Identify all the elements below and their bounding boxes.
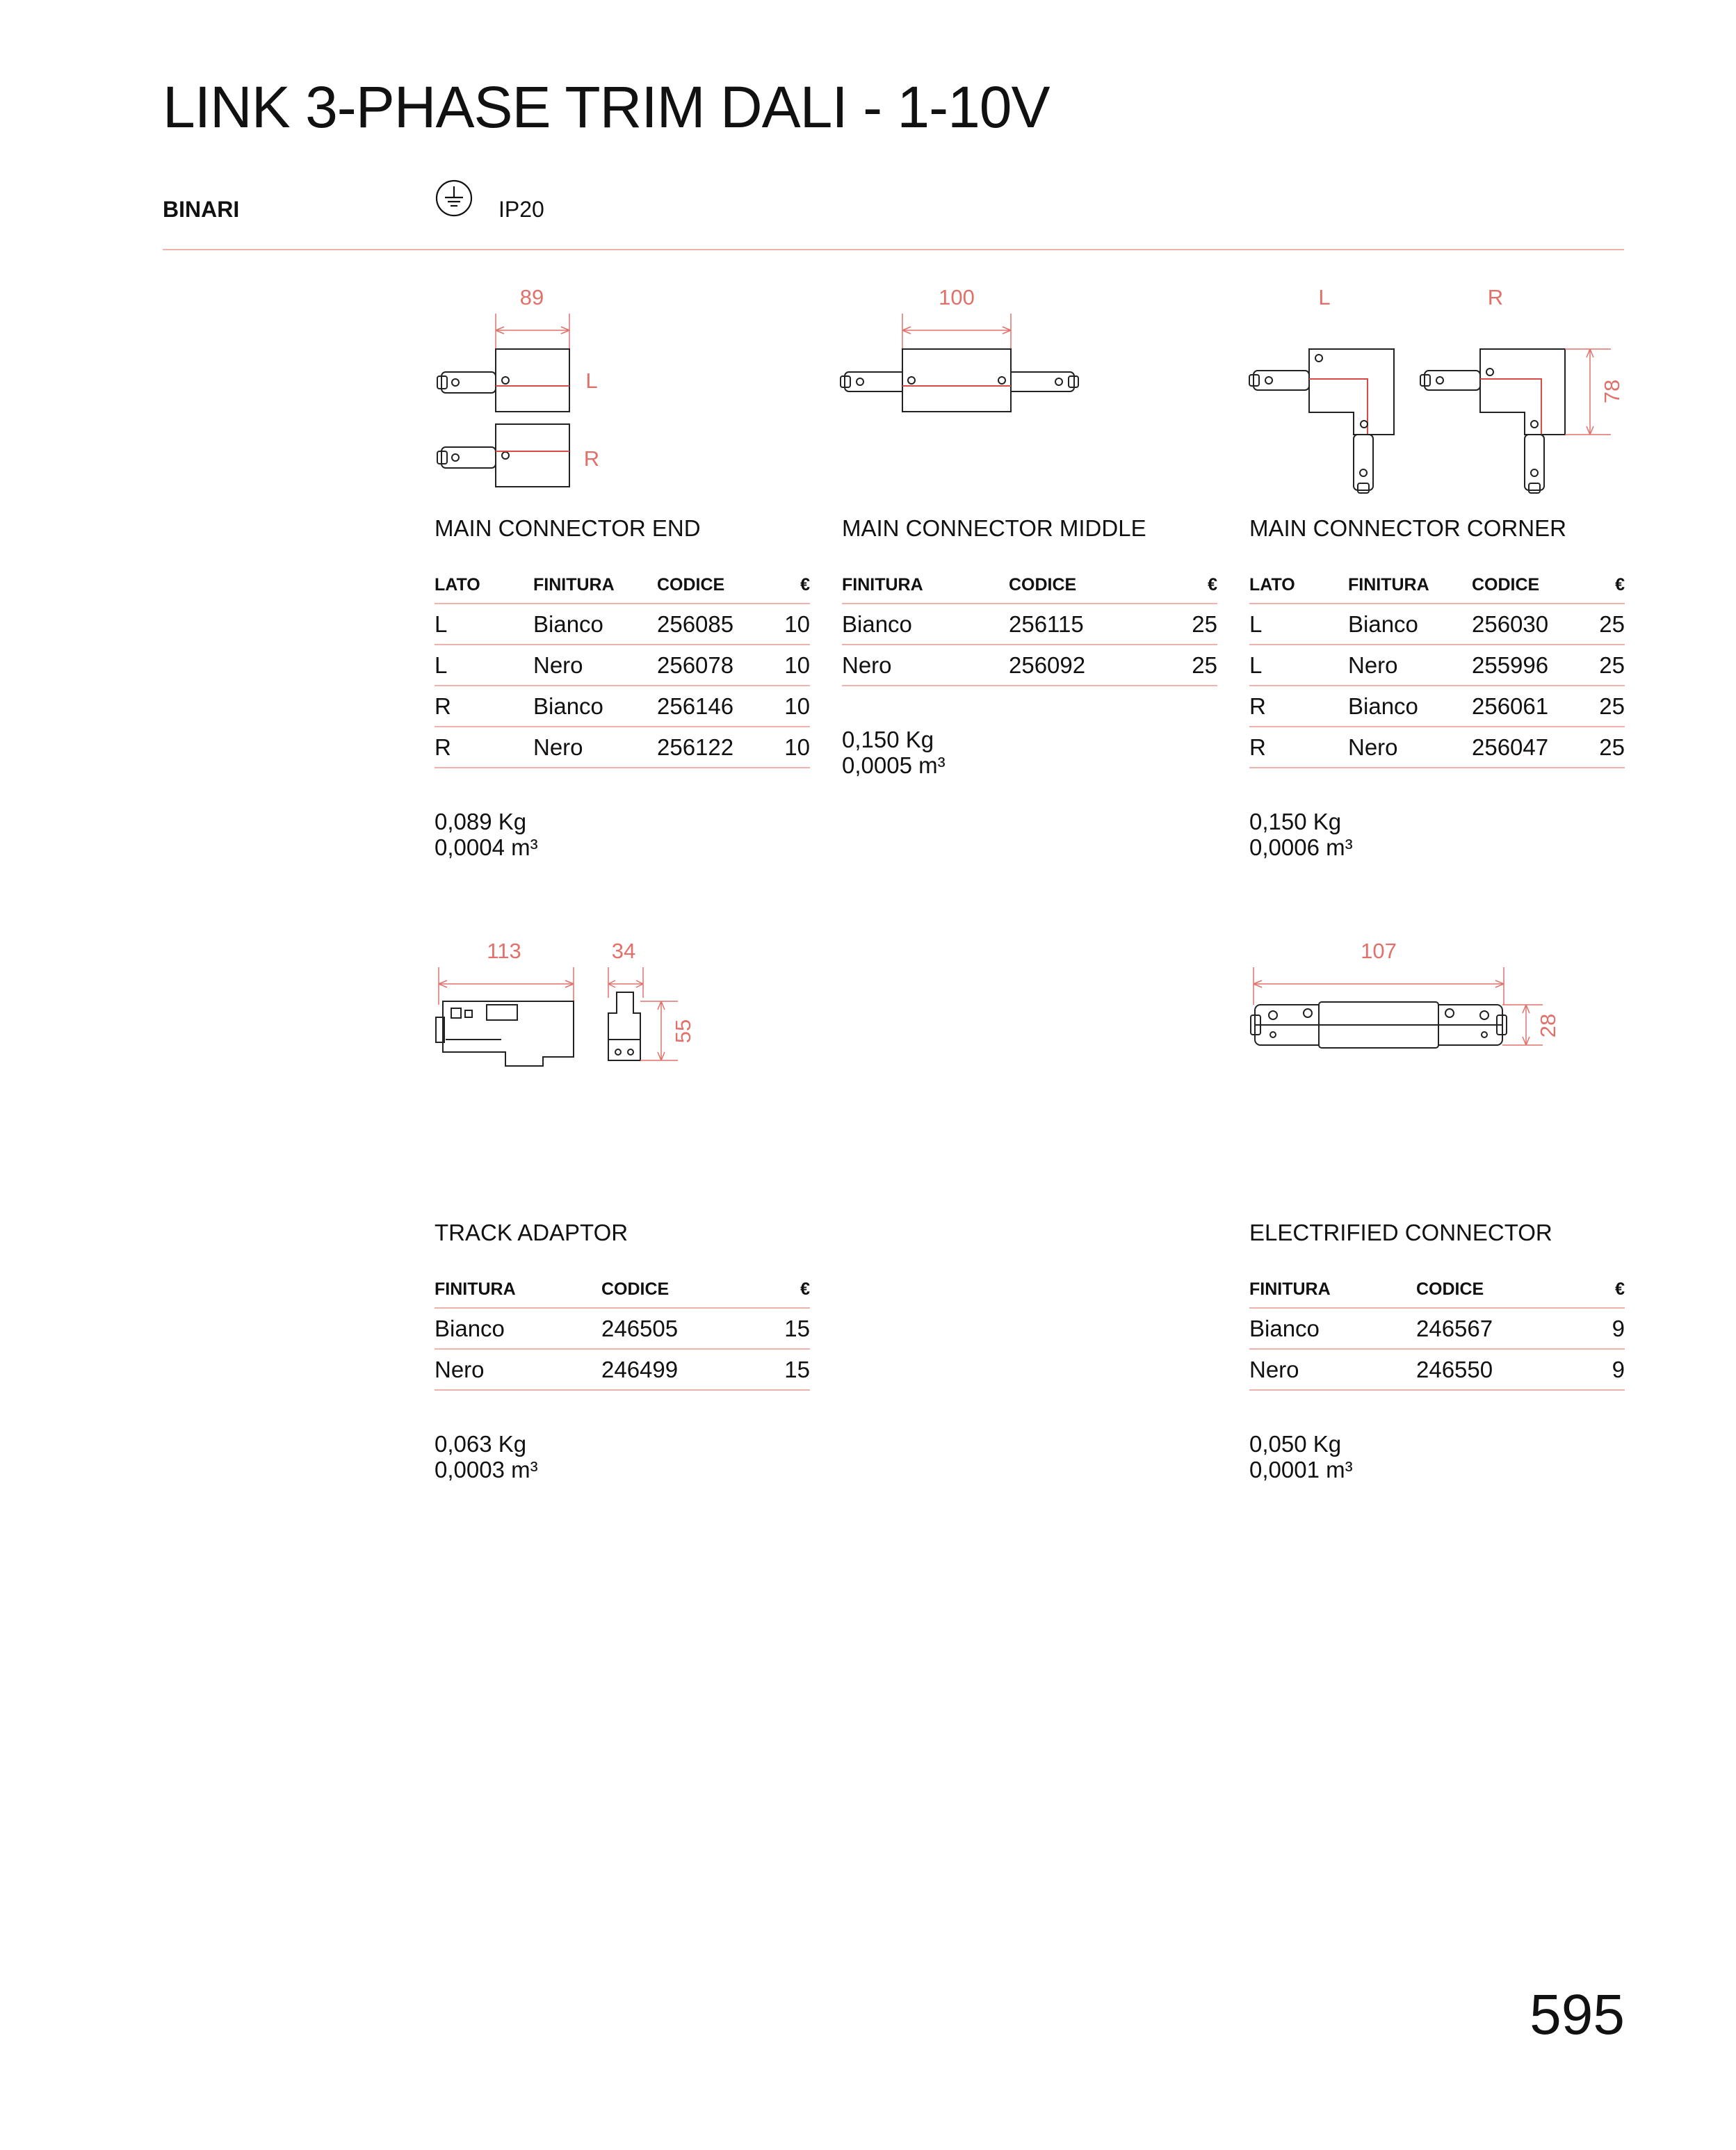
cell-price: 15 [768,1349,810,1390]
col-header-side: LATO [435,576,533,604]
col-header-price: € [1583,1281,1625,1308]
cell-price: 25 [1176,604,1217,645]
cell-side: L [1249,645,1348,686]
cell-finish: Nero [1348,645,1472,686]
cell-side: R [435,686,533,727]
table-row [1249,1308,1625,1349]
cell-price: 10 [768,686,810,727]
cell-code: 256146 [657,686,768,727]
table-row [435,645,810,686]
col-header-code: CODICE [1009,576,1176,604]
cell-price: 15 [768,1308,810,1349]
table-row [1249,686,1625,727]
table-header-row [1249,1281,1625,1308]
page-title: LINK 3-PHASE TRIM DALI - 1-10V [163,74,1050,140]
cell-code: 256085 [657,604,768,645]
cell-price: 10 [768,645,810,686]
weight-value: 0,089 Kg [435,809,527,834]
product-meta [842,727,946,778]
cell-code: 256030 [1472,604,1583,645]
cell-code: 256092 [1009,645,1176,686]
earth-ground-icon [435,179,473,217]
product-name: MAIN CONNECTOR END [435,515,701,541]
cell-code: 246499 [601,1349,768,1390]
col-header-price: € [1176,576,1217,604]
table-header-row [435,576,810,604]
track-adaptor-drawing [435,935,713,1074]
cell-price: 10 [768,604,810,645]
col-header-code: CODICE [657,576,768,604]
cell-finish: Nero [1348,727,1472,768]
cell-finish: Bianco [533,604,657,645]
cell-finish: Bianco [1348,686,1472,727]
cell-finish: Bianco [842,604,1009,645]
col-header-side: LATO [1249,576,1348,604]
cell-price: 10 [768,727,810,768]
electrified-connector-drawing [1249,935,1625,1074]
table-row [435,604,810,645]
cell-side: L [1249,604,1348,645]
col-header-finish: FINITURA [435,1281,601,1308]
cell-finish: Nero [1249,1349,1416,1390]
col-header-code: CODICE [601,1281,768,1308]
weight-value: 0,050 Kg [1249,1431,1342,1457]
cell-side: L [435,604,533,645]
col-header-finish: FINITURA [533,576,657,604]
table-header-row [842,576,1217,604]
col-header-finish: FINITURA [1348,576,1472,604]
cell-code: 246505 [601,1308,768,1349]
product-meta [435,1431,538,1482]
dim-height-label: 78 [1600,379,1624,404]
cell-price: 25 [1583,727,1625,768]
table-row [1249,604,1625,645]
cell-code: 255996 [1472,645,1583,686]
cell-code: 256061 [1472,686,1583,727]
main-connector-end-drawing [435,282,629,490]
col-header-finish: FINITURA [1249,1281,1416,1308]
cell-code: 256122 [657,727,768,768]
table-row [842,604,1217,645]
dim-length-label: 107 [1361,939,1397,963]
product-name: ELECTRIFIED CONNECTOR [1249,1220,1552,1245]
page-number: 595 [1530,1983,1625,2046]
table-row [435,1308,810,1349]
cell-price: 9 [1583,1308,1625,1349]
weight-value: 0,150 Kg [1249,809,1342,834]
dim-length-label: 113 [487,939,521,963]
cell-finish: Bianco [533,686,657,727]
volume-value: 0,0003 m³ [435,1457,538,1482]
product-meta [435,809,538,860]
cell-side: R [1249,686,1348,727]
product-name: TRACK ADAPTOR [435,1220,628,1245]
cell-price: 9 [1583,1349,1625,1390]
col-header-code: CODICE [1472,576,1583,604]
weight-value: 0,150 Kg [842,727,934,752]
volume-value: 0,0001 m³ [1249,1457,1353,1482]
cell-finish: Nero [533,645,657,686]
product-name: MAIN CONNECTOR CORNER [1249,515,1566,541]
cell-side: R [435,727,533,768]
volume-value: 0,0005 m³ [842,752,946,778]
col-header-finish: FINITURA [842,576,1009,604]
protection-rating: IP20 [498,197,544,222]
table-row [435,686,810,727]
volume-value: 0,0006 m³ [1249,834,1353,860]
cell-side: L [435,645,533,686]
table-row [1249,727,1625,768]
col-header-price: € [768,1281,810,1308]
table-row [435,727,810,768]
table-header-row [1249,576,1625,604]
table-header-row [435,1281,810,1308]
category-label: BINARI [163,197,240,222]
header-divider [163,249,1624,250]
dim-right-label: R [583,446,600,471]
cell-finish: Bianco [1249,1308,1416,1349]
main-connector-corner-drawing [1249,282,1625,497]
cell-code: 256047 [1472,727,1583,768]
cell-price: 25 [1176,645,1217,686]
dim-right-label: R [1487,285,1504,309]
cell-code: 246550 [1416,1349,1583,1390]
price-table [435,1281,810,1391]
price-table [435,576,810,768]
dim-width-label: 34 [611,939,636,963]
cell-finish: Nero [435,1349,601,1390]
cell-price: 25 [1583,686,1625,727]
cell-code: 246567 [1416,1308,1583,1349]
dim-left-label: L [1318,285,1331,309]
cell-finish: Bianco [435,1308,601,1349]
cell-finish: Nero [842,645,1009,686]
table-row [435,1349,810,1390]
cell-code: 256078 [657,645,768,686]
dim-height-label: 55 [671,1019,695,1044]
cell-finish: Nero [533,727,657,768]
dim-length-label: 100 [939,285,975,309]
dim-length-label: 89 [519,285,544,309]
price-table [1249,1281,1625,1391]
cell-code: 256115 [1009,604,1176,645]
col-header-price: € [768,576,810,604]
product-meta [1249,1431,1353,1482]
main-connector-middle-drawing [842,282,1120,421]
dim-left-label: L [585,369,598,393]
dim-height-label: 28 [1536,1013,1560,1038]
table-row [842,645,1217,686]
product-name: MAIN CONNECTOR MIDDLE [842,515,1146,541]
col-header-price: € [1583,576,1625,604]
price-table [842,576,1217,686]
cell-finish: Bianco [1348,604,1472,645]
cell-side: R [1249,727,1348,768]
weight-value: 0,063 Kg [435,1431,527,1457]
product-meta [1249,809,1353,860]
price-table [1249,576,1625,768]
table-row [1249,1349,1625,1390]
col-header-code: CODICE [1416,1281,1583,1308]
table-row [1249,645,1625,686]
cell-price: 25 [1583,645,1625,686]
cell-price: 25 [1583,604,1625,645]
volume-value: 0,0004 m³ [435,834,538,860]
